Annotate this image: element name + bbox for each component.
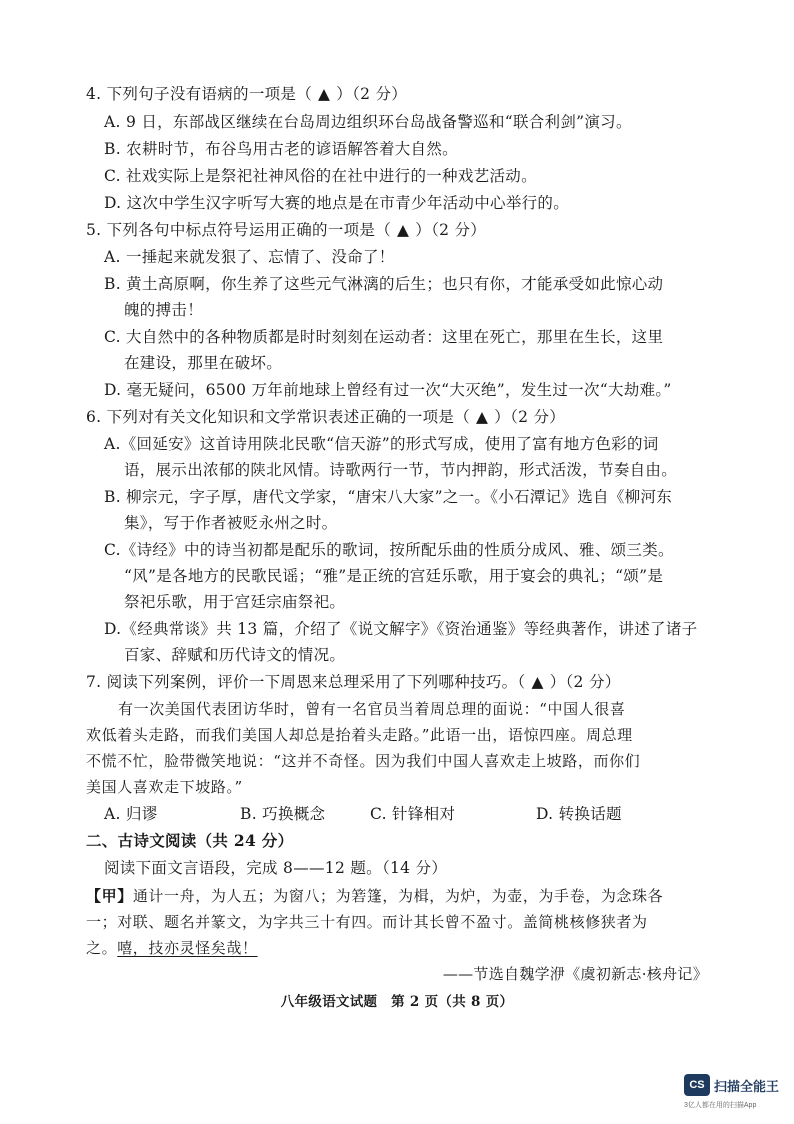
scanner-watermark <box>684 1072 794 1116</box>
q6-option-c-line2: “风”是各地方的民歌民谣；“雅”是正统的宫廷乐歌，用于宴会的典礼；“颂”是 <box>124 567 664 585</box>
jia-passage-line3: 之。嘻，技亦灵怪矣哉！ <box>86 939 258 957</box>
q4-option-d: D. 这次中学生汉字听写大赛的地点是在市青少年活动中心举行的。 <box>104 194 570 212</box>
q7-passage-line2: 欢低着头走路，而我们美国人却总是抬着头走路。”此语一出，语惊四座。周总理 <box>86 726 633 744</box>
q6-option-b-line2: 集》，写于作者被贬永州之时。 <box>124 514 338 532</box>
q7-passage-line1: 有一次美国代表团访华时，曾有一名官员当着周总理的面说：“中国人很喜 <box>118 700 626 718</box>
q4-option-a: A. 9 日，东部战区继续在台岛周边组织环台岛战备警巡和“联合利剑”演习。 <box>104 113 632 131</box>
q6-option-b-line1: B. 柳宗元，字子厚，唐代文学家，“唐宋八大家”之一。《小石潭记》选自《柳河东 <box>104 488 673 506</box>
q7-choice-c: C. 针锋相对 <box>370 805 456 823</box>
q6-option-c-line1: C.《诗经》中的诗当初都是配乐的歌词，按所配乐曲的性质分成风、雅、颂三类。 <box>104 541 674 559</box>
scanner-app-name: 扫描全能王 <box>714 1079 780 1094</box>
scanner-tagline: 3亿人都在用的扫描App <box>684 1102 757 1109</box>
scanner-logo-icon: CS <box>684 1074 710 1096</box>
q5-option-b-line2: 魄的搏击！ <box>124 301 204 319</box>
section-title: 二、古诗文阅读（共 24 分） <box>86 831 294 850</box>
q6-option-c-line3: 祭祀乐歌，用于宫廷宗庙祭祀。 <box>124 593 346 611</box>
q5-option-c-line1: C. 大自然中的各种物质都是时时刻刻在运动者：这里在死亡，那里在生长，这里 <box>104 328 664 346</box>
section-instruction: 阅读下面文言语段，完成 8——12 题。（14 分） <box>104 859 448 877</box>
q7-passage-line4: 美国人喜欢走下坡路。” <box>86 778 243 796</box>
q4-option-b: B. 农耕时节，布谷鸟用古老的谚语解答着大自然。 <box>104 140 458 158</box>
q7-stem: 7. 阅读下列案例，评价一下周恩来总理采用了下列哪种技巧。（ ▲ ）（2 分） <box>86 673 621 691</box>
q7-choices <box>0 804 794 824</box>
q6-stem: 6. 下列对有关文化知识和文学常识表述正确的一项是（ ▲ ）（2 分） <box>86 408 566 426</box>
q6-option-d-line1: D.《经典常谈》共 13 篇，介绍了《说文解字》《资治通鉴》等经典著作，讲述了诸子 <box>104 620 698 638</box>
q4-option-c: C. 社戏实际上是祭祀社神风俗的在社中进行的一种戏艺活动。 <box>104 167 537 185</box>
page-footer: 八年级语文试题 第 2 页（共 8 页） <box>280 994 514 1010</box>
q5-option-d: D. 毫无疑问，6500 万年前地球上曾经有过一次“大灭绝”，发生过一次“大劫难。” <box>104 381 672 399</box>
answer-marker-icon: ▲ <box>476 408 489 426</box>
source-citation: ——节选自魏学洢《虞初新志·核舟记》 <box>442 965 708 983</box>
jia-label: 【甲】 <box>86 887 133 905</box>
q7-choice-a: A. 归谬 <box>104 805 158 823</box>
q5-option-b-line1: B. 黄土高原啊，你生养了这些元气淋漓的后生；也只有你，才能承受如此惊心动 <box>104 275 664 293</box>
q7-choice-b: B. 巧换概念 <box>240 805 326 823</box>
jia-passage-line2: 一；对联、题名并篆文，为字共三十有四。而计其长曾不盈寸。盖简桃核修狭者为 <box>86 913 648 931</box>
q7-choice-d: D. 转换话题 <box>536 805 622 823</box>
answer-marker-icon: ▲ <box>318 85 331 103</box>
q6-option-a-line1: A.《回延安》这首诗用陕北民歌“信天游”的形式写成，使用了富有地方色彩的词 <box>104 435 659 453</box>
underlined-sentence: 嘻，技亦灵怪矣哉！ <box>117 939 258 957</box>
q6-option-a-line2: 语，展示出浓郁的陕北风情。诗歌两行一节，节内押韵，形式活泼，节奏自由。 <box>124 461 678 479</box>
jia-passage-line1: 【甲】通计一舟，为人五；为窗八；为箬篷，为楫，为炉，为壶，为手卷，为念珠各 <box>86 887 664 905</box>
q5-stem: 5. 下列各句中标点符号运用正确的一项是（ ▲ ）（2 分） <box>86 221 487 239</box>
q4-stem: 4. 下列句子没有语病的一项是（ ▲ ）（2 分） <box>86 85 408 103</box>
answer-marker-icon: ▲ <box>531 673 544 691</box>
q5-option-c-line2: 在建设，那里在破坏。 <box>124 354 283 372</box>
answer-marker-icon: ▲ <box>397 221 410 239</box>
q6-option-d-line2: 百家、辞赋和历代诗文的情况。 <box>124 646 346 664</box>
q5-option-a: A. 一捶起来就发狠了、忘情了、没命了！ <box>104 248 395 266</box>
q7-passage-line3: 不慌不忙，脸带微笑地说：“这并不奇怪。因为我们中国人喜欢走上坡路，而你们 <box>86 752 641 770</box>
